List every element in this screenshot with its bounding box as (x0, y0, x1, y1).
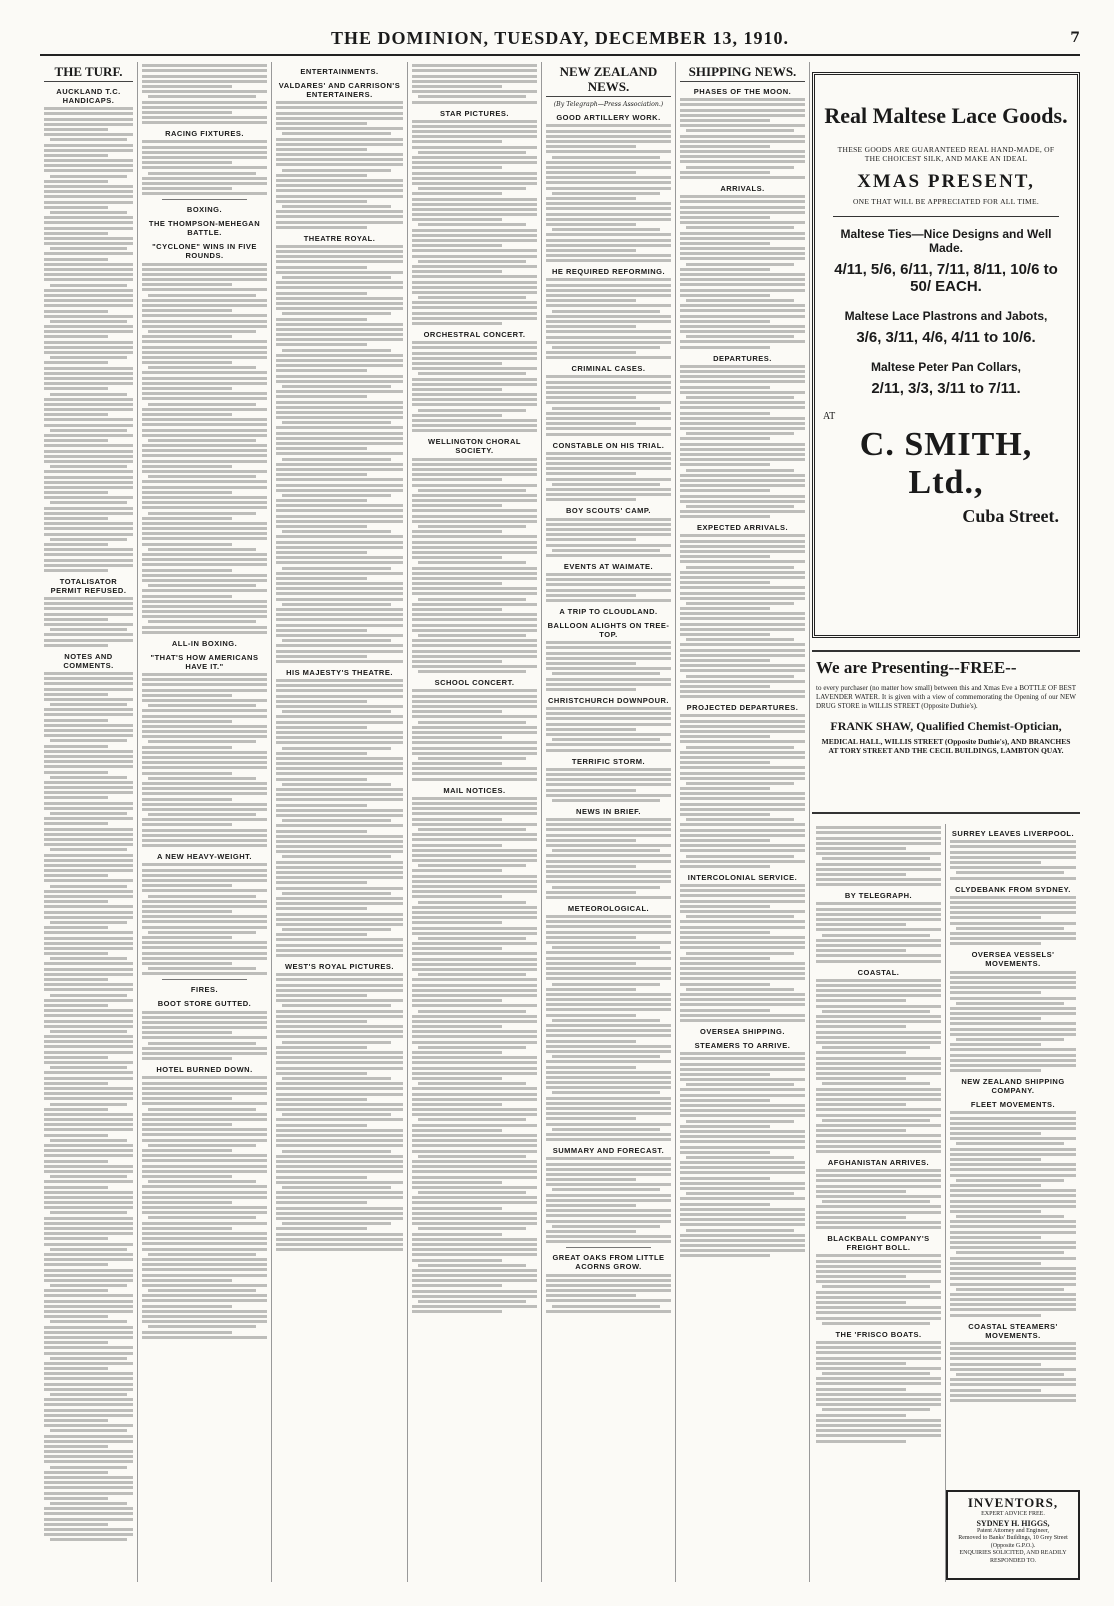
headline: VALDARES' AND CARRISON'S ENTERTAINERS. (278, 81, 401, 99)
headline: HOTEL BURNED DOWN. (156, 1065, 253, 1075)
headline: A NEW HEAVY-WEIGHT. (157, 852, 252, 862)
divider (162, 199, 247, 200)
article-text (412, 689, 537, 780)
article-text (816, 1169, 941, 1229)
ad-firm: SYDNEY H. HIGGS, (976, 1518, 1050, 1528)
headline: HE REQUIRED REFORMING. (551, 267, 666, 277)
headline: OVERSEA VESSELS' MOVEMENTS. (971, 950, 1055, 969)
newspaper-title: THE DOMINION, TUESDAY, DECEMBER 13, 1910. (331, 28, 789, 48)
column-shipping-telegraph (812, 824, 946, 1582)
article-text (412, 64, 537, 103)
headline: NOTES AND COMMENTS. (63, 651, 114, 670)
article-text (950, 896, 1076, 946)
article-text (546, 278, 671, 359)
ad-text: AT (823, 411, 836, 422)
article-text (276, 245, 403, 663)
article-text (546, 768, 671, 802)
headline: BLACKBALL COMPANY'S FREIGHT BOLL. (827, 1234, 930, 1253)
ad-address: MEDICAL HALL, WILLIS STREET (Opposite Duthie's), AND BRANCHES AT TORY STREET AND THE CECIL BUILDINGS, LAMBTON QUAY. (821, 737, 1071, 755)
headline: STEAMERS TO ARRIVE. (694, 1040, 791, 1050)
headline: STAR PICTURES. (440, 108, 509, 118)
article-text (816, 979, 941, 1153)
headline: CRIMINAL CASES. (571, 364, 646, 374)
headline: PHASES OF THE MOON. (693, 87, 792, 96)
headline: TOTALISATOR PERMIT REFUSED. (50, 576, 127, 595)
ad-firm: C. SMITH, Ltd., (859, 426, 1033, 501)
headline: FLEET MOVEMENTS. (970, 1100, 1056, 1110)
headline: EXPECTED ARRIVALS. (696, 523, 789, 533)
section-heading: THE TURF. (44, 64, 133, 82)
ad-headline: Real Maltese Lace Goods. (824, 103, 1068, 128)
headline: HIS MAJESTY'S THEATRE. (286, 667, 393, 677)
article-text (546, 707, 671, 752)
article-text (142, 140, 267, 195)
headline: WELLINGTON CHORAL SOCIETY. (428, 437, 521, 456)
divider (833, 216, 1059, 217)
article-text (276, 101, 403, 229)
headline: ALL-IN BOXING. (171, 638, 238, 648)
ad-xmas: XMAS PRESENT, (857, 171, 1035, 192)
ad-inventors (946, 1490, 1080, 1580)
article-text (546, 573, 671, 602)
article-text (546, 452, 671, 502)
article-text (816, 826, 941, 886)
article-text (546, 1274, 671, 1313)
article-text (950, 840, 1076, 879)
headline: CONSTABLE ON HIS TRIAL. (552, 440, 665, 450)
masthead (40, 28, 1080, 56)
headline: "CYCLONE" WINS IN FIVE ROUNDS. (152, 242, 257, 261)
ad-text: THESE GOODS ARE GUARANTEED REAL HAND-MADE, OF (837, 145, 1055, 154)
ad-street: Cuba Street. (962, 506, 1059, 526)
article-text (412, 797, 537, 1314)
headline: OVERSEA SHIPPING. (700, 1026, 785, 1036)
article-text (142, 64, 267, 124)
headline: METEOROLOGICAL. (567, 903, 650, 913)
article-text (276, 973, 403, 1251)
article-text (142, 263, 267, 634)
headline: ORCHESTRAL CONCERT. (423, 330, 526, 339)
ad-price: 3/6, 3/11, 4/6, 4/11 to 10/6. (856, 329, 1036, 346)
article-text (950, 1342, 1076, 1402)
article-text (680, 98, 805, 179)
article-text (680, 1052, 805, 1257)
headline: AFGHANISTAN ARRIVES. (827, 1157, 930, 1167)
ad-text: ONE THAT WILL BE APPRECIATED FOR ALL TIME. (852, 197, 1040, 206)
column-boxing (138, 62, 272, 1582)
headline: SCHOOL CONCERT. (434, 678, 515, 688)
headline: THE THOMPSON-MEHEGAN BATTLE. (148, 219, 261, 238)
article-text (680, 534, 805, 698)
ad-firm: FRANK SHAW, Qualified Chemist-Optician, (830, 719, 1062, 733)
article-text (44, 672, 133, 1541)
article-text (950, 1111, 1076, 1316)
ad-text: Patent Attorney and Engineer, (976, 1527, 1050, 1534)
ad-maltese-lace (812, 72, 1080, 638)
headline: FIRES. (190, 985, 219, 995)
page-number: 7 (1070, 30, 1080, 46)
ad-headline: We are Presenting--FREE-- (816, 658, 1017, 677)
headline: BY TELEGRAPH. (844, 891, 913, 901)
ad-text: Removed to Banks' Buildings, 10 Grey Street (Opposite G.P.O.). (958, 1535, 1068, 1549)
article-text (680, 195, 805, 348)
article-text (142, 863, 267, 975)
article-text (142, 1011, 267, 1061)
headline: MAIL NOTICES. (443, 785, 506, 795)
ad-subhead: Maltese Ties—Nice Designs and Well Made. (840, 227, 1052, 255)
headline: THE 'FRISCO BOATS. (835, 1329, 922, 1339)
article-text (412, 120, 537, 325)
headline: EVENTS AT WAIMATE. (563, 561, 654, 571)
article-text (546, 915, 671, 1141)
column-pictures (408, 62, 542, 1582)
headline: COASTAL STEAMERS' MOVEMENTS. (968, 1321, 1058, 1340)
headline: BALLOON ALIGHTS ON TREE-TOP. (547, 621, 670, 640)
headline: THEATRE ROYAL. (303, 233, 376, 243)
article-text (44, 597, 133, 647)
article-text (412, 341, 537, 432)
divider (566, 1247, 651, 1248)
divider (162, 979, 247, 980)
headline: RACING FIXTURES. (165, 129, 244, 139)
article-text (816, 1254, 941, 1324)
article-text (816, 902, 941, 962)
article-text (546, 375, 671, 435)
ad-frank-shaw (812, 650, 1080, 814)
article-text (142, 673, 267, 847)
article-text (816, 1341, 941, 1443)
ad-subhead: Maltese Lace Plastrons and Jabots, (844, 309, 1048, 323)
section-heading: NEW ZEALAND NEWS. (546, 64, 671, 97)
headline: SUMMARY AND FORECAST. (552, 1146, 665, 1156)
headline: AUCKLAND T.C. HANDICAPS. (56, 87, 121, 105)
headline: CLYDEBANK FROM SYDNEY. (955, 884, 1071, 894)
headline: CHRISTCHURCH DOWNPOUR. (548, 695, 669, 705)
headline: NEWS IN BRIEF. (576, 806, 641, 816)
byline: (By Telegraph—Press Association.) (553, 101, 664, 108)
column-vessel-movements (946, 824, 1080, 1484)
article-text (546, 1157, 671, 1243)
article-text (546, 124, 671, 262)
headline: GREAT OAKS FROM LITTLE ACORNS GROW. (552, 1253, 665, 1272)
section-heading: SHIPPING NEWS. (680, 64, 805, 82)
headline: BOOT STORE GUTTED. (157, 999, 252, 1009)
article-text (680, 884, 805, 1022)
article-text (44, 107, 133, 572)
headline: NEW ZEALAND SHIPPING COMPANY. (961, 1077, 1065, 1096)
ad-price: 2/11, 3/3, 3/11 to 7/11. (871, 380, 1021, 397)
headline: BOY SCOUTS' CAMP. (565, 506, 652, 516)
headline: ENTERTAINMENTS. (300, 67, 379, 76)
ad-headline: INVENTORS, (967, 1495, 1059, 1510)
headline: INTERCOLONIAL SERVICE. (687, 872, 798, 882)
headline: PROJECTED DEPARTURES. (686, 703, 799, 713)
article-text (680, 365, 805, 518)
ad-text: to every purchaser (no matter how small) between this and Xmas Eve a BOTTLE OF BEST LAVENDER WATER. It is given with a view of commemorating the Opening of our NEW DRUG STORE in WILLIS STREET (Opposite Duthie's). (816, 684, 1076, 710)
article-text (680, 714, 805, 867)
ad-text: ENQUIRIES SOLICITED, AND READILY RESPONDED TO. (959, 1550, 1067, 1564)
headline: SURREY LEAVES LIVERPOOL. (951, 829, 1075, 838)
ad-price: 4/11, 5/6, 6/11, 7/11, 8/11, 10/6 to 50/ EACH. (834, 261, 1058, 295)
headline: COASTAL. (857, 967, 900, 977)
column-turf (40, 62, 138, 1582)
article-text (546, 641, 671, 691)
headline: GOOD ARTILLERY WORK. (556, 113, 661, 123)
ad-text: EXPERT ADVICE FREE. (981, 1511, 1045, 1517)
ad-text: THE CHOICEST SILK, AND MAKE AN IDEAL (864, 154, 1028, 163)
article-text (412, 458, 537, 674)
column-entertainments (272, 62, 408, 1582)
article-text (276, 679, 403, 957)
headline: A TRIP TO CLOUDLAND. (559, 607, 658, 617)
article-text (546, 818, 671, 899)
headline: "THAT'S HOW AMERICANS HAVE IT." (150, 652, 259, 671)
headline: ARRIVALS. (720, 184, 765, 193)
headline: BOXING. (186, 205, 223, 215)
headline: TERRIFIC STORM. (571, 756, 646, 766)
column-nz-news (542, 62, 676, 1582)
ad-subhead: Maltese Peter Pan Collars, (870, 360, 1022, 374)
headline: WEST'S ROYAL PICTURES. (284, 962, 395, 971)
headline: DEPARTURES. (713, 353, 772, 363)
article-text (546, 518, 671, 557)
article-text (142, 1076, 267, 1338)
article-text (950, 971, 1076, 1073)
column-shipping (676, 62, 810, 1582)
